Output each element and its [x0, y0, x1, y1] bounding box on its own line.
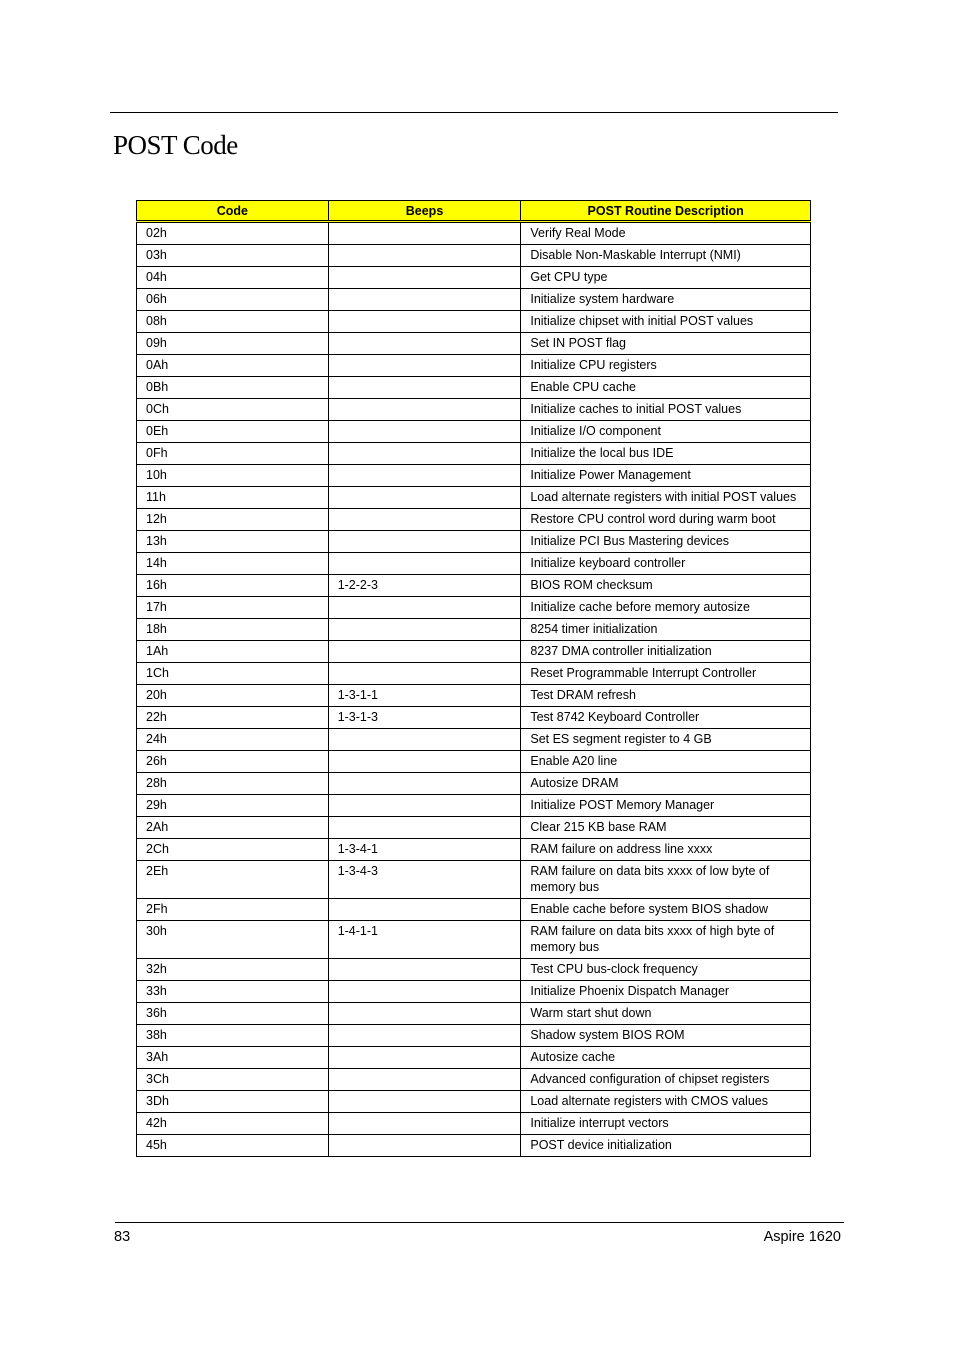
table-row — [137, 663, 811, 685]
table-row — [137, 421, 811, 443]
description-cell: Test DRAM refresh — [521, 685, 811, 707]
beeps-cell — [328, 1135, 521, 1157]
description-cell: RAM failure on address line xxxx — [521, 839, 811, 861]
table-header-row — [137, 201, 811, 222]
table-row — [137, 1025, 811, 1047]
description-cell: Reset Programmable Interrupt Controller — [521, 663, 811, 685]
beeps-cell — [328, 751, 521, 773]
description-cell: Initialize POST Memory Manager — [521, 795, 811, 817]
table-row — [137, 641, 811, 663]
code-cell: 2Ah — [137, 817, 329, 839]
beeps-cell — [328, 333, 521, 355]
beeps-cell — [328, 222, 521, 245]
table-row — [137, 553, 811, 575]
table-row — [137, 729, 811, 751]
description-cell: Autosize cache — [521, 1047, 811, 1069]
description-cell: Initialize caches to initial POST values — [521, 399, 811, 421]
description-cell: Enable A20 line — [521, 751, 811, 773]
beeps-cell — [328, 465, 521, 487]
code-cell: 0Bh — [137, 377, 329, 399]
table-row — [137, 597, 811, 619]
beeps-cell — [328, 399, 521, 421]
code-cell: 3Dh — [137, 1091, 329, 1113]
description-cell: Initialize chipset with initial POST values — [521, 311, 811, 333]
beeps-cell: 1-3-4-1 — [328, 839, 521, 861]
header-beeps: Beeps — [328, 201, 521, 222]
description-cell: Disable Non-Maskable Interrupt (NMI) — [521, 245, 811, 267]
beeps-cell — [328, 795, 521, 817]
beeps-cell — [328, 817, 521, 839]
code-cell: 1Ch — [137, 663, 329, 685]
table-row — [137, 289, 811, 311]
beeps-cell — [328, 641, 521, 663]
table-row — [137, 1047, 811, 1069]
beeps-cell — [328, 1113, 521, 1135]
page-number: 83 — [114, 1229, 131, 1245]
beeps-cell: 1-3-1-3 — [328, 707, 521, 729]
code-cell: 10h — [137, 465, 329, 487]
beeps-cell — [328, 773, 521, 795]
beeps-cell — [328, 509, 521, 531]
description-cell: Initialize I/O component — [521, 421, 811, 443]
table-row — [137, 773, 811, 795]
table-row — [137, 707, 811, 729]
description-cell: Test 8742 Keyboard Controller — [521, 707, 811, 729]
table-row — [137, 959, 811, 981]
table-row — [137, 509, 811, 531]
description-cell: Initialize Phoenix Dispatch Manager — [521, 981, 811, 1003]
beeps-cell — [328, 1025, 521, 1047]
code-cell: 3Ch — [137, 1069, 329, 1091]
code-cell: 45h — [137, 1135, 329, 1157]
code-cell: 04h — [137, 267, 329, 289]
description-cell: BIOS ROM checksum — [521, 575, 811, 597]
table-row — [137, 1091, 811, 1113]
beeps-cell — [328, 597, 521, 619]
beeps-cell — [328, 443, 521, 465]
beeps-cell — [328, 267, 521, 289]
code-cell: 17h — [137, 597, 329, 619]
table-row — [137, 267, 811, 289]
description-cell: 8237 DMA controller initialization — [521, 641, 811, 663]
top-rule — [110, 112, 838, 113]
product-name: Aspire 1620 — [763, 1229, 841, 1245]
description-cell: Verify Real Mode — [521, 222, 811, 245]
code-cell: 24h — [137, 729, 329, 751]
code-cell: 09h — [137, 333, 329, 355]
code-cell: 03h — [137, 245, 329, 267]
beeps-cell — [328, 421, 521, 443]
description-cell: Set IN POST flag — [521, 333, 811, 355]
beeps-cell: 1-4-1-1 — [328, 921, 521, 959]
code-cell: 36h — [137, 1003, 329, 1025]
table-row — [137, 1113, 811, 1135]
code-cell: 0Eh — [137, 421, 329, 443]
description-cell: 8254 timer initialization — [521, 619, 811, 641]
code-cell: 38h — [137, 1025, 329, 1047]
beeps-cell — [328, 289, 521, 311]
code-cell: 11h — [137, 487, 329, 509]
description-cell: Initialize CPU registers — [521, 355, 811, 377]
description-cell: Autosize DRAM — [521, 773, 811, 795]
code-cell: 02h — [137, 222, 329, 245]
code-cell: 13h — [137, 531, 329, 553]
table-row — [137, 245, 811, 267]
table-row — [137, 377, 811, 399]
header-code: Code — [137, 201, 329, 222]
code-cell: 0Fh — [137, 443, 329, 465]
code-cell: 1Ah — [137, 641, 329, 663]
description-cell: POST device initialization — [521, 1135, 811, 1157]
description-cell: Initialize the local bus IDE — [521, 443, 811, 465]
table-row — [137, 575, 811, 597]
beeps-cell — [328, 1003, 521, 1025]
code-cell: 0Ch — [137, 399, 329, 421]
table-row — [137, 355, 811, 377]
table-row — [137, 531, 811, 553]
table-row — [137, 817, 811, 839]
beeps-cell — [328, 899, 521, 921]
description-cell: Shadow system BIOS ROM — [521, 1025, 811, 1047]
beeps-cell — [328, 729, 521, 751]
beeps-cell — [328, 553, 521, 575]
beeps-cell — [328, 1091, 521, 1113]
description-cell: Get CPU type — [521, 267, 811, 289]
table-row — [137, 443, 811, 465]
code-cell: 33h — [137, 981, 329, 1003]
description-cell: Initialize keyboard controller — [521, 553, 811, 575]
code-cell: 12h — [137, 509, 329, 531]
table-row — [137, 839, 811, 861]
beeps-cell — [328, 245, 521, 267]
code-cell: 30h — [137, 921, 329, 959]
beeps-cell — [328, 619, 521, 641]
bottom-rule — [115, 1222, 844, 1223]
code-cell: 2Eh — [137, 861, 329, 899]
beeps-cell — [328, 355, 521, 377]
table-row — [137, 1003, 811, 1025]
beeps-cell — [328, 311, 521, 333]
description-cell: Test CPU bus-clock frequency — [521, 959, 811, 981]
table-row — [137, 619, 811, 641]
description-cell: RAM failure on data bits xxxx of high byte of memory bus — [521, 921, 811, 959]
code-cell: 0Ah — [137, 355, 329, 377]
beeps-cell: 1-3-4-3 — [328, 861, 521, 899]
table-row — [137, 222, 811, 245]
description-cell: Warm start shut down — [521, 1003, 811, 1025]
table-row — [137, 1135, 811, 1157]
code-cell: 06h — [137, 289, 329, 311]
description-cell: Enable cache before system BIOS shadow — [521, 899, 811, 921]
beeps-cell — [328, 1069, 521, 1091]
code-cell: 22h — [137, 707, 329, 729]
description-cell: Load alternate registers with CMOS values — [521, 1091, 811, 1113]
beeps-cell — [328, 959, 521, 981]
code-cell: 29h — [137, 795, 329, 817]
table-row — [137, 685, 811, 707]
description-cell: Restore CPU control word during warm boot — [521, 509, 811, 531]
code-cell: 26h — [137, 751, 329, 773]
table-row — [137, 795, 811, 817]
table-row — [137, 333, 811, 355]
code-cell: 28h — [137, 773, 329, 795]
code-cell: 2Fh — [137, 899, 329, 921]
beeps-cell — [328, 487, 521, 509]
code-cell: 16h — [137, 575, 329, 597]
description-cell: Advanced configuration of chipset registers — [521, 1069, 811, 1091]
code-cell: 42h — [137, 1113, 329, 1135]
table-row — [137, 487, 811, 509]
beeps-cell — [328, 663, 521, 685]
description-cell: Initialize cache before memory autosize — [521, 597, 811, 619]
table-row — [137, 921, 811, 959]
table-row — [137, 1069, 811, 1091]
beeps-cell — [328, 981, 521, 1003]
beeps-cell — [328, 377, 521, 399]
table-row — [137, 981, 811, 1003]
table-row — [137, 311, 811, 333]
beeps-cell — [328, 1047, 521, 1069]
code-cell: 3Ah — [137, 1047, 329, 1069]
description-cell: Initialize PCI Bus Mastering devices — [521, 531, 811, 553]
description-cell: Initialize Power Management — [521, 465, 811, 487]
code-cell: 32h — [137, 959, 329, 981]
header-description: POST Routine Description — [521, 201, 811, 222]
code-cell: 18h — [137, 619, 329, 641]
code-cell: 14h — [137, 553, 329, 575]
beeps-cell: 1-3-1-1 — [328, 685, 521, 707]
description-cell: Initialize interrupt vectors — [521, 1113, 811, 1135]
description-cell: Load alternate registers with initial POST values — [521, 487, 811, 509]
code-cell: 2Ch — [137, 839, 329, 861]
page-title: POST Code — [113, 130, 238, 160]
table-body — [137, 222, 811, 1157]
table-row — [137, 751, 811, 773]
description-cell: Set ES segment register to 4 GB — [521, 729, 811, 751]
table-row — [137, 899, 811, 921]
table-row — [137, 861, 811, 899]
post-code-table — [136, 200, 811, 1157]
beeps-cell: 1-2-2-3 — [328, 575, 521, 597]
table-row — [137, 465, 811, 487]
description-cell: Clear 215 KB base RAM — [521, 817, 811, 839]
beeps-cell — [328, 531, 521, 553]
code-cell: 20h — [137, 685, 329, 707]
table-row — [137, 399, 811, 421]
description-cell: RAM failure on data bits xxxx of low byte of memory bus — [521, 861, 811, 899]
description-cell: Enable CPU cache — [521, 377, 811, 399]
description-cell: Initialize system hardware — [521, 289, 811, 311]
code-cell: 08h — [137, 311, 329, 333]
